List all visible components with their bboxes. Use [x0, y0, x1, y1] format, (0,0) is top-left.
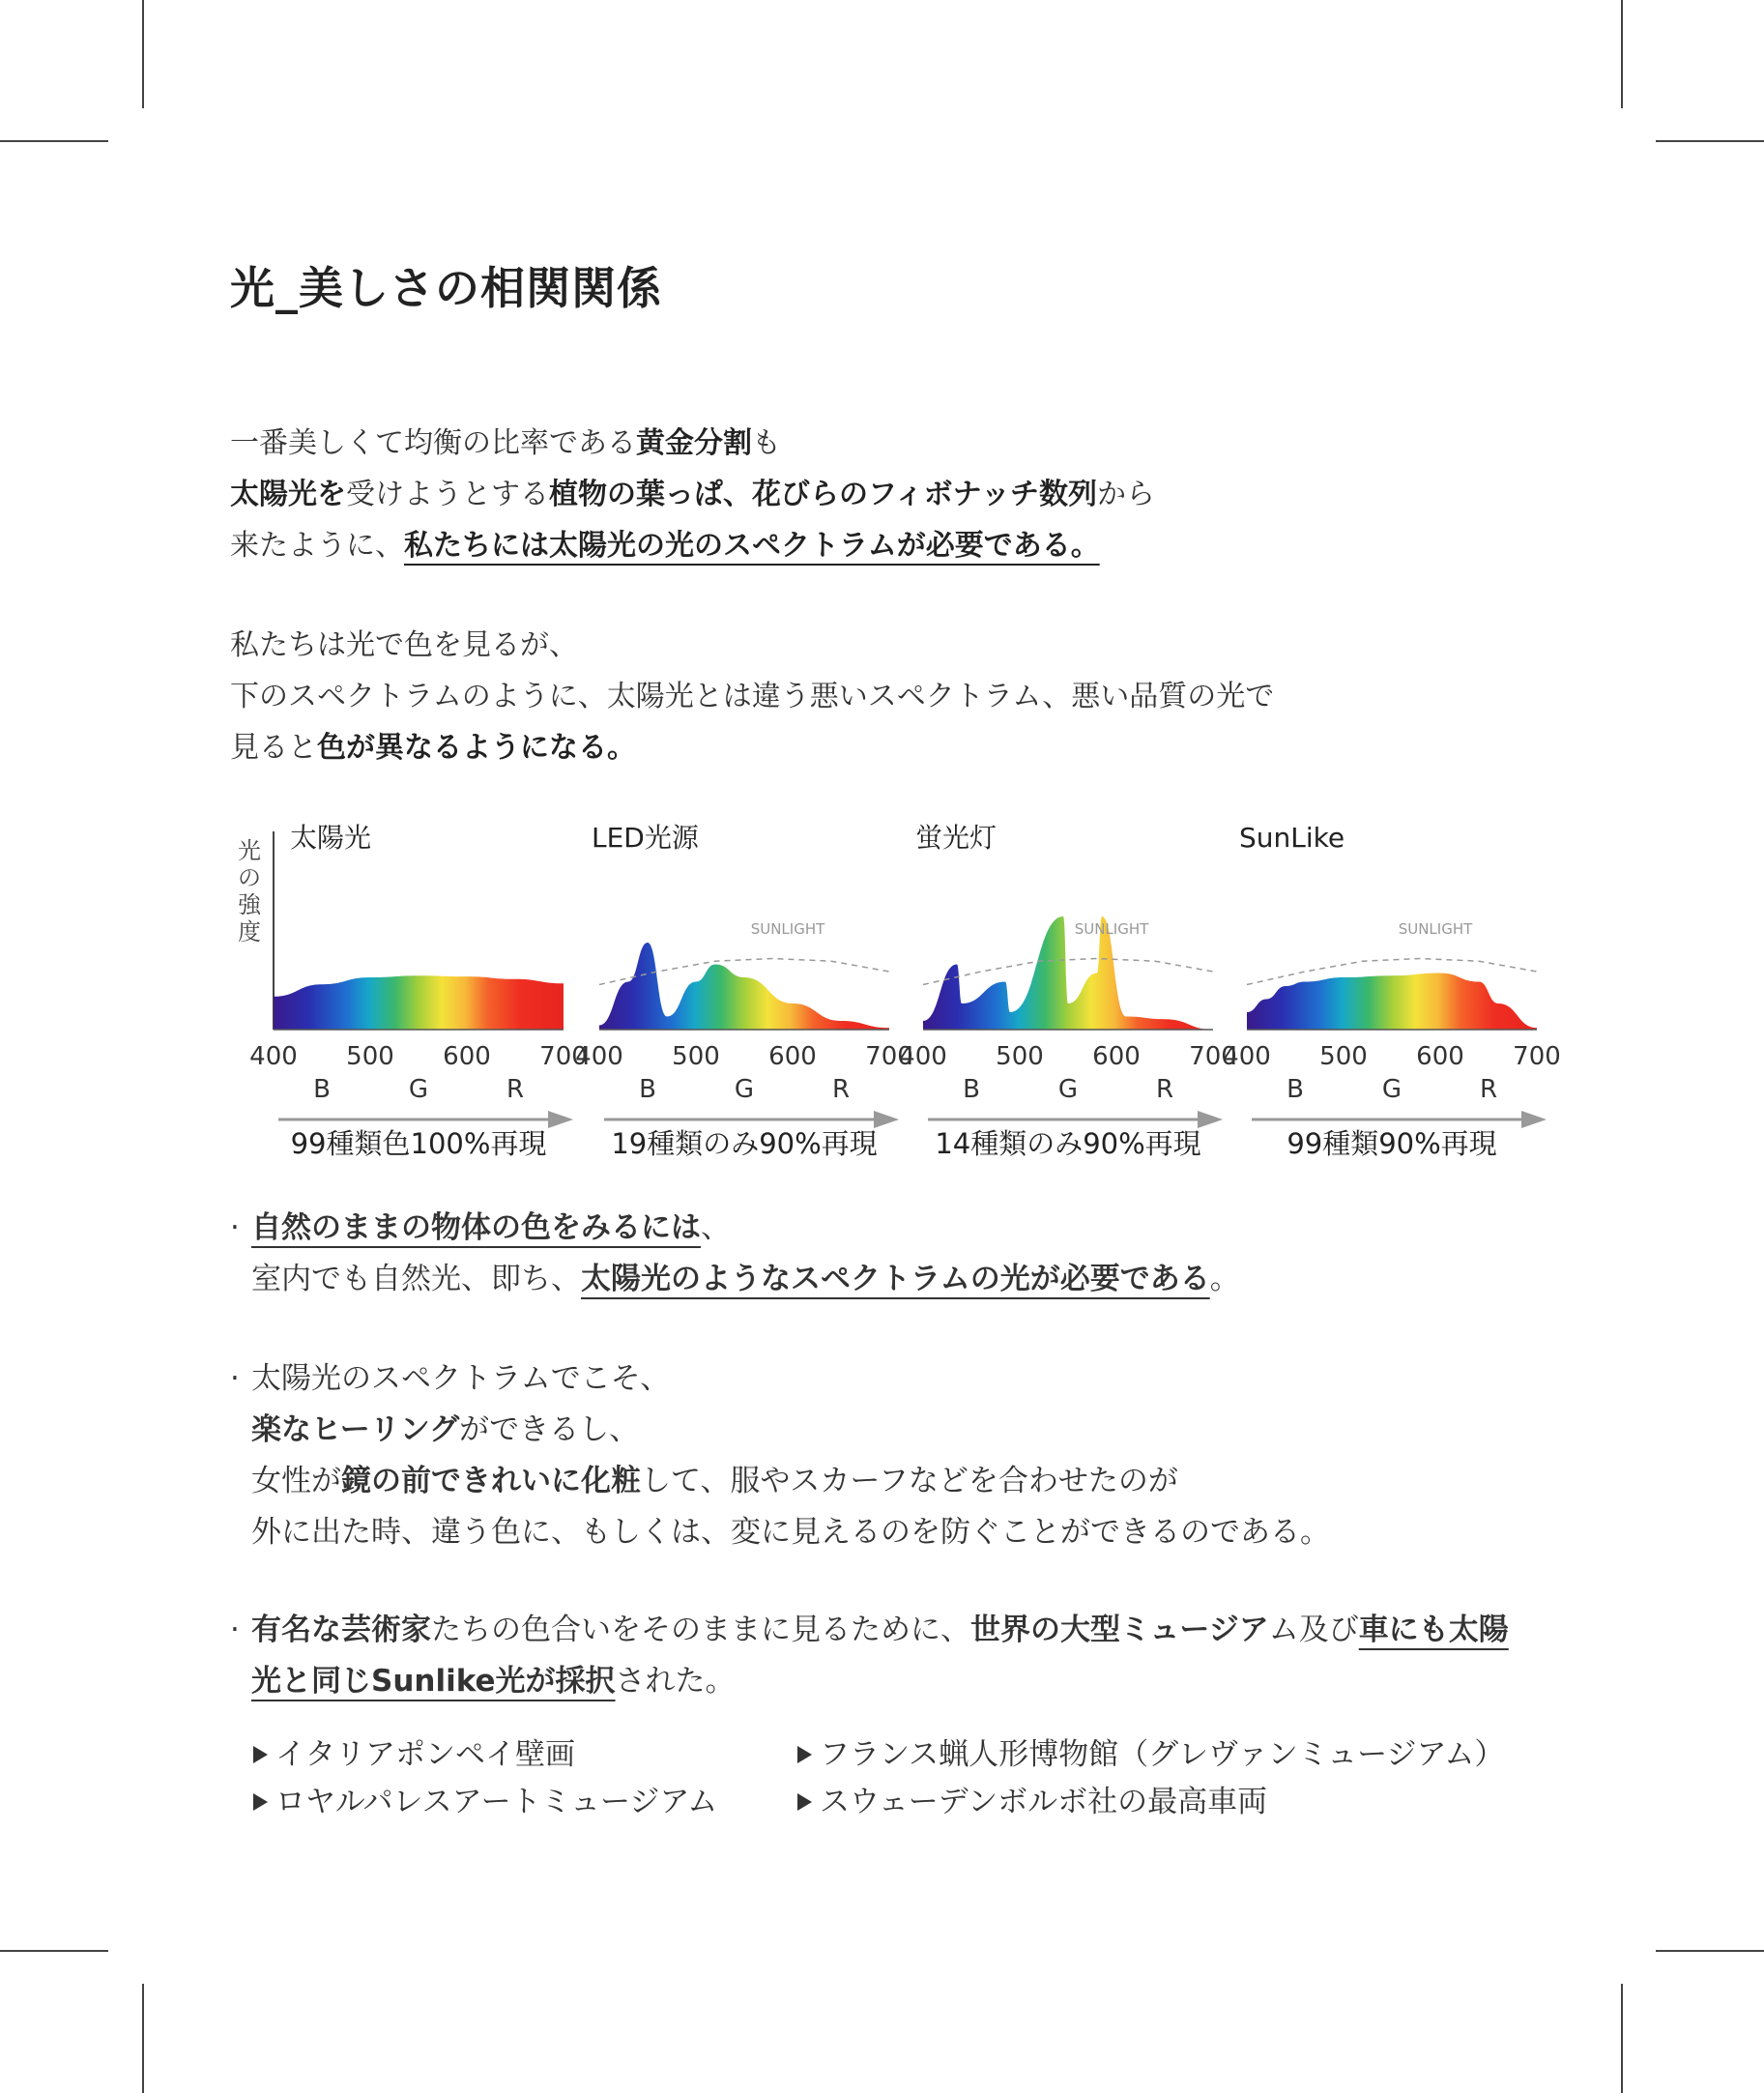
panel-caption: 19種類のみ90%再現: [611, 1127, 878, 1160]
x-tick-label: 700: [1189, 1042, 1237, 1071]
color-band-label: B: [639, 1075, 656, 1104]
color-band-label: B: [1287, 1075, 1304, 1104]
x-tick-label: 500: [672, 1042, 720, 1071]
sunlight-label: SUNLIGHT: [750, 920, 825, 938]
spectrum-area: [1247, 974, 1537, 1031]
triangle-bullet-icon: [797, 1746, 812, 1763]
y-axis-label-char: 度: [238, 918, 261, 945]
x-tick-label: 700: [1513, 1042, 1561, 1071]
intro-paragraph: 一番美しくて均衡の比率である黄金分割も 太陽光を受けようとする植物の葉っぱ、花びらのフィボナッチ数列から 来たように、私たちには太陽光の光のスペクトラムが必要である。: [230, 426, 1155, 563]
y-axis-label-char: 強: [238, 891, 261, 918]
color-band-label: R: [831, 1075, 851, 1104]
x-tick-label: 600: [768, 1042, 817, 1071]
panel-title: LED光源: [592, 822, 699, 854]
crop-mark: [0, 140, 108, 142]
panel-caption: 14種類のみ90%再現: [935, 1127, 1201, 1160]
panel-caption: 99種類色100%再現: [290, 1127, 547, 1160]
example-item: イタリアポンペイ壁画: [253, 1731, 575, 1779]
crop-mark: [0, 1950, 108, 1952]
triangle-bullet-icon: [253, 1793, 268, 1811]
y-axis-label-char: の: [238, 864, 261, 891]
bullet-adoption: · 有名な芸術家たちの色合いをそのままに見るために、世界の大型ミュージアム及び車にも太陽 光と同じSunlike光が採択された。: [230, 1605, 1509, 1707]
panel-title: 蛍光灯: [915, 822, 998, 854]
bullet-dot: ·: [230, 1613, 240, 1647]
panel-caption: 99種類90%再現: [1287, 1127, 1497, 1160]
color-band-label: G: [1057, 1075, 1079, 1104]
crop-mark: [142, 0, 144, 108]
y-axis-label-char: 光: [238, 837, 261, 864]
crop-mark: [1621, 0, 1623, 108]
x-tick-label: 600: [443, 1042, 491, 1071]
page-title: 光_美しさの相関関係: [230, 262, 662, 314]
crop-mark: [1621, 1984, 1623, 2093]
bullet-sunlight-benefits: · 太陽光のスペクトラムでこそ、 楽なヒーリングができるし、 女性が鏡の前できれいに化粧して、服やスカーフなどを合わせたのが 外に出た時、違う色に、もしくは、変に見えるのを防ぐことができるのである。: [230, 1353, 1330, 1558]
x-tick-label: 700: [539, 1042, 588, 1071]
x-tick-label: 500: [346, 1042, 394, 1071]
panel-title: 太陽光: [290, 822, 372, 854]
color-band-label: G: [1381, 1075, 1403, 1104]
x-tick-label: 500: [996, 1042, 1044, 1071]
x-tick-label: 700: [865, 1042, 913, 1071]
bullet-dot: ·: [230, 1361, 240, 1396]
sunlight-reference-curve: [923, 959, 1213, 985]
spectrum-chart: [0, 812, 1764, 1179]
sunlight-label: SUNLIGHT: [1398, 920, 1473, 938]
example-item: フランス蝋人形博物館（グレヴァンミュージアム）: [797, 1731, 1504, 1779]
panel-title: SunLike: [1239, 822, 1345, 854]
x-tick-label: 400: [899, 1042, 947, 1071]
example-item: スウェーデンボルボ社の最高車両: [797, 1779, 1267, 1826]
crop-mark: [142, 1984, 144, 2093]
spectrum-area: [599, 943, 889, 1030]
spectrum-area: [923, 916, 1213, 1030]
spectrum-paragraph: 私たちは光で色を見るが、 下のスペクトラムのように、太陽光とは違う悪いスペクトラム、悪い品質の光で 見ると色が異なるようになる。: [230, 628, 1275, 765]
triangle-bullet-icon: [253, 1746, 268, 1763]
x-tick-label: 400: [249, 1042, 298, 1071]
color-band-label: G: [408, 1075, 429, 1104]
x-tick-label: 600: [1416, 1042, 1464, 1071]
bullet-natural-color: · 自然のままの物体の色をみるには、 室内でも自然光、即ち、太陽光のようなスペクトラムの光が必要である。: [230, 1203, 1240, 1305]
x-tick-label: 400: [575, 1042, 623, 1071]
arrow-head-icon: [548, 1111, 573, 1128]
color-band-label: B: [313, 1075, 331, 1104]
color-band-label: R: [1155, 1075, 1174, 1104]
sunlight-label: SUNLIGHT: [1074, 920, 1149, 938]
arrow-head-icon: [1198, 1111, 1223, 1128]
color-band-label: R: [506, 1075, 525, 1104]
color-band-label: G: [734, 1075, 755, 1104]
triangle-bullet-icon: [797, 1793, 812, 1811]
x-tick-label: 600: [1092, 1042, 1141, 1071]
color-band-label: B: [963, 1075, 980, 1104]
crop-mark: [1656, 140, 1764, 142]
x-tick-label: 400: [1223, 1042, 1271, 1071]
crop-mark: [1656, 1950, 1764, 1952]
color-band-label: R: [1479, 1075, 1498, 1104]
arrow-head-icon: [874, 1111, 899, 1128]
arrow-head-icon: [1521, 1111, 1547, 1128]
x-tick-label: 500: [1319, 1042, 1368, 1071]
example-item: ロヤルパレスアートミュージアム: [253, 1779, 717, 1826]
bullet-dot: ·: [230, 1210, 240, 1245]
spectrum-area: [274, 975, 564, 1030]
